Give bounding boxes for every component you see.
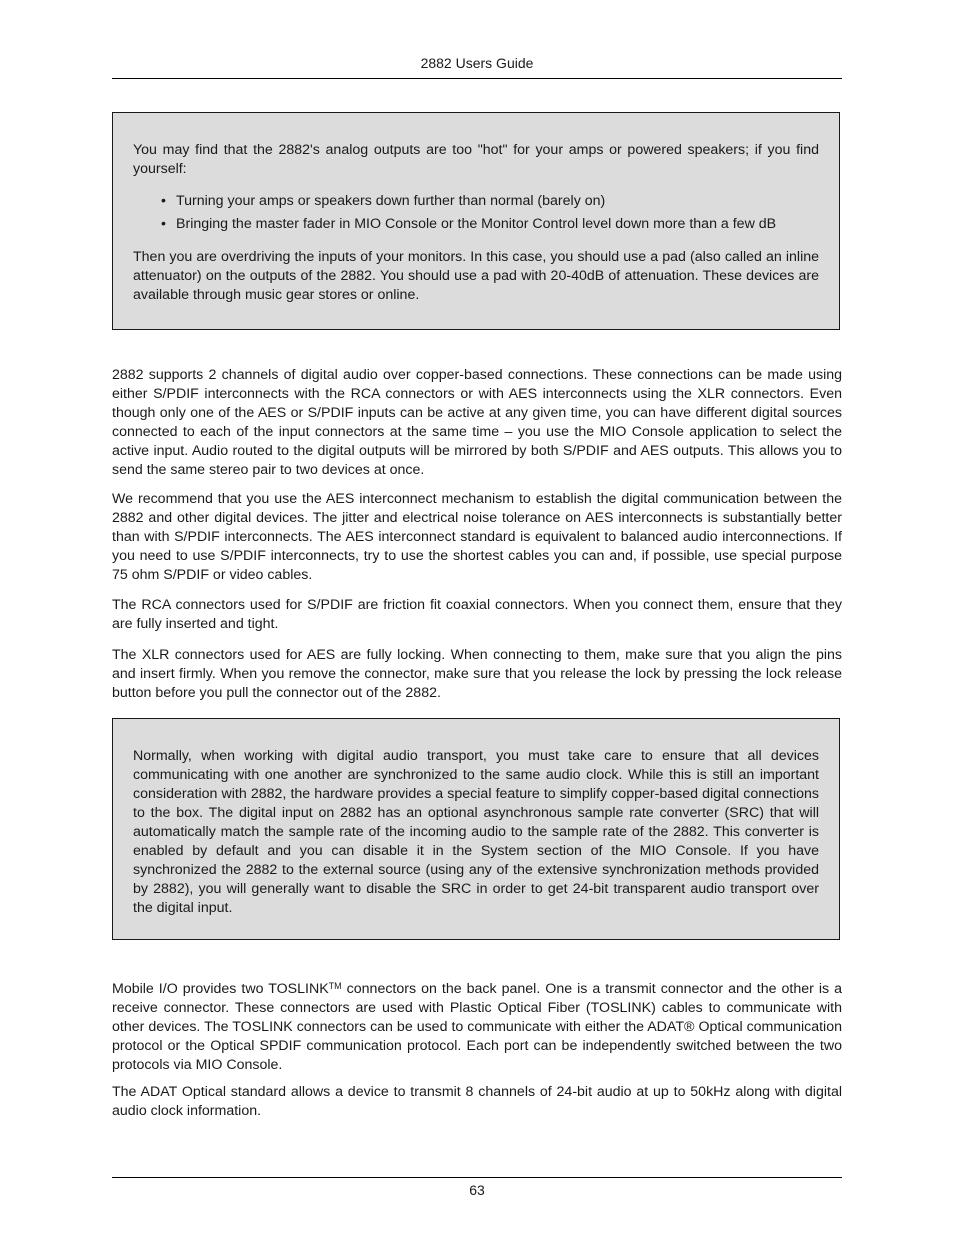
note-src-text: Normally, when working with digital audio transport, you must take care to ensure that all devices communicating with one another are synchronized to the same audio clock. While this is still an important consideration with 2882, the hardware provides a special feature to simplify copper-based digital connections to the box. The digital input on 2882 has an optional asynchronous sample rate converter (SRC) that will automatically match the sample rate of the incoming audio to the sample rate of the 2882. This converter is enabled by default and you can disable it in the System section of the MIO Console. If you have synchronized the 2882 to the external source (using any of the extensive synchronization methods provided by 2882), you will generally want to disable the SRC in order to get 24-bit transparent audio transport over the digital input.	[133, 748, 819, 916]
paragraph-aes-recommendation: We recommend that you use the AES interconnect mechanism to establish the digital communication between the 2882 and other digital devices. The jitter and electrical noise tolerance on AES interconnects is substantially better than with S/PDIF interconnects. The AES interconnect standard is equivalent to balanced audio interconnections. If you need to use S/PDIF interconnects, try to use the shortest cables you can and, if possible, use special purpose 75 ohm S/PDIF or video cables.	[112, 491, 842, 583]
list-item: • Turning your amps or speakers down further than normal (barely on)	[161, 193, 606, 209]
paragraph-toslink: Mobile I/O provides two TOSLINK™ connectors on the back panel. One is a transmit connector and the other is a receive connector. These connectors are used with Plastic Optical Fiber (TOSLINK) cables to communicate with other devices. The TOSLINK connectors can be used to communicate with either the ADAT® Optical communication protocol or the Optical SPDIF communication protocol. Each port can be independently switched between the two protocols via MIO Console.	[112, 981, 842, 1073]
note-outro-text: Then you are overdriving the inputs of your monitors. In this case, you should use a pad (also called an inline attenuator) on the outputs of the 2882. You should use a pad with 20-40dB of attenuation. These devices are available through music gear stores or online.	[133, 249, 819, 303]
note-intro-text: You may find that the 2882's analog outputs are too "hot" for your amps or powered speakers; if you find yourself:	[133, 142, 819, 177]
footer-rule	[112, 1177, 842, 1178]
list-item: • Bringing the master fader in MIO Console or the Monitor Control level down more than a few dB	[161, 215, 777, 232]
bullet-icon: •	[161, 215, 166, 232]
paragraph-adat-optical: The ADAT Optical standard allows a device to transmit 8 channels of 24-bit audio at up to 50kHz along with digital audio clock information.	[112, 1084, 842, 1119]
trademark-symbol: TM	[328, 981, 342, 991]
bullet-icon: •	[161, 193, 166, 209]
note-box-src	[112, 718, 840, 940]
page-number: 63	[469, 1182, 485, 1198]
running-header: 2882 Users Guide	[420, 55, 534, 71]
paragraph-xlr-connectors: The XLR connectors used for AES are fully locking. When connecting to them, make sure that you align the pins and insert firmly. When you remove the connector, make sure that you release the lock by pressing the lock release button before you pull the connector out of the 2882.	[112, 647, 842, 701]
note-bullet-list	[133, 192, 829, 237]
paragraph-rca-connectors: The RCA connectors used for S/PDIF are friction fit coaxial connectors. When you connect them, ensure that they are fully inserted and tight.	[112, 597, 842, 632]
paragraph-digital-audio: 2882 supports 2 channels of digital audio over copper-based connections. These connections can be made using either S/PDIF interconnects with the RCA connectors or with AES interconnects using the XLR connectors. Even though only one of the AES or S/PDIF inputs can be active at any given time, you can have different digital sources connected to each of the input connectors at the same time – you use the MIO Console application to select the active input. Audio routed to the digital outputs will be mirrored by both S/PDIF and AES outputs. This allows you to send the same stereo pair to two devices at once.	[112, 367, 842, 478]
header-rule	[112, 78, 842, 79]
note-box-hot-outputs	[112, 112, 840, 330]
